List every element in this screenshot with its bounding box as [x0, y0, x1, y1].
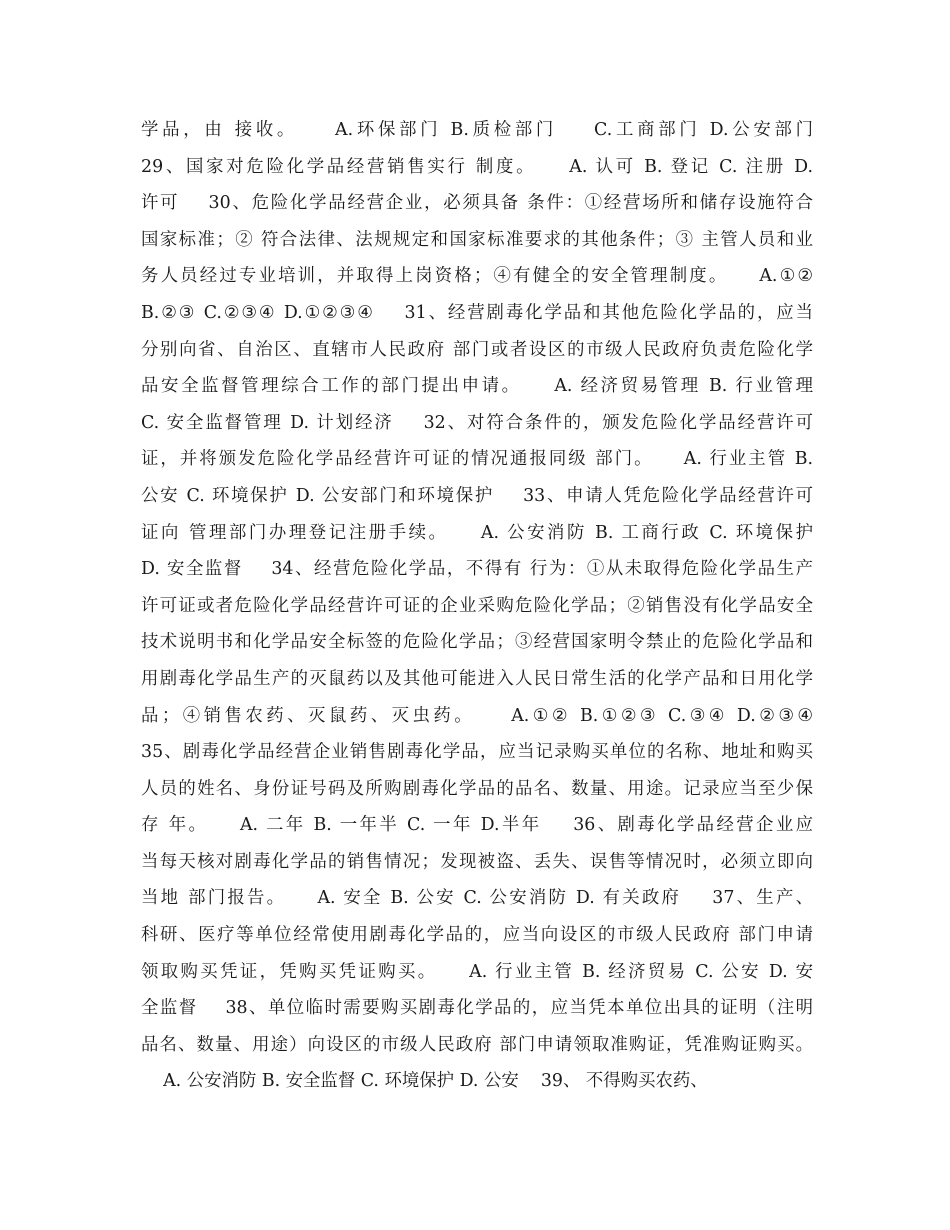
text-line: 证向 管理部门办理登记注册手续。 A. 公安消防 B. 工商行政 C. 环境保护 — [141, 522, 813, 543]
text-line: 存 年。 A. 二年 B. 一年半 C. 一年 D.半年 36、剧毒化学品经营企业应 — [141, 815, 813, 836]
text-line: C. 安全监督管理 D. 计划经济 32、对符合条件的，颁发危险化学品经营许可 — [141, 412, 813, 433]
text-line: 技术说明书和化学品安全标签的危险化学品；③经营国家明令禁止的危险化学品和 — [141, 632, 813, 653]
document-body — [141, 117, 813, 1105]
text-line: 用剧毒化学品生产的灭鼠药以及其他可能进入人民日常生活的化学产品和日用化学 — [141, 668, 813, 689]
text-line: B.②③ C.②③④ D.①②③④ 31、经营剧毒化学品和其他危险化学品的，应当 — [141, 302, 813, 323]
text-line: 品名、数量、用途）向设区的市级人民政府 部门申请领取准购证，凭准购证购买。 — [141, 1034, 813, 1055]
text-line: 人员的姓名、身份证号码及所购剧毒化学品的品名、数量、用途。记录应当至少保 — [141, 778, 813, 799]
text-line: 当地 部门报告。 A. 安全 B. 公安 C. 公安消防 D. 有关政府 37、生产、 — [141, 888, 813, 909]
text-line: 国家标准；② 符合法律、法规规定和国家标准要求的其他条件；③ 主管人员和业 — [141, 229, 813, 250]
text-line: 许可证或者危险化学品经营许可证的企业采购危险化学品；②销售没有化学品安全 — [141, 595, 813, 616]
text-line: 当每天核对剧毒化学品的销售情况；发现被盗、丢失、误售等情况时，必须立即向 — [141, 851, 813, 872]
text-line: 务人员经过专业培训，并取得上岗资格；④有健全的安全管理制度。 A.①② — [141, 266, 813, 287]
text-line: 科研、医疗等单位经常使用剧毒化学品的，应当向设区的市级人民政府 部门申请 — [141, 925, 813, 946]
text-line: D. 安全监督 34、经营危险化学品，不得有 行为：①从未取得危险化学品生产 — [141, 559, 813, 580]
text-line: 公安 C. 环境保护 D. 公安部门和环境保护 33、申请人凭危险化学品经营许可 — [141, 485, 813, 506]
text-line: 品安全监督管理综合工作的部门提出申请。 A. 经济贸易管理 B. 行业管理 — [141, 376, 813, 397]
text-line: 分别向省、自治区、直辖市人民政府 部门或者设区的市级人民政府负责危险化学 — [141, 339, 813, 360]
text-line: 全监督 38、单位临时需要购买剧毒化学品的，应当凭本单位出具的证明（注明 — [141, 998, 813, 1019]
text-line: A. 公安消防 B. 安全监督 C. 环境保护 D. 公安 39、 不得购买农药、 — [141, 1071, 708, 1092]
text-line: 领取购买凭证，凭购买凭证购买。 A. 行业主管 B. 经济贸易 C. 公安 D. 安 — [141, 961, 813, 982]
text-line: 35、剧毒化学品经营企业销售剧毒化学品，应当记录购买单位的名称、地址和购买 — [141, 742, 813, 763]
text-line: 学品，由 接收。 A.环保部门 B.质检部门 C.工商部门 D.公安部门 — [141, 120, 813, 140]
text-line: 29、国家对危险化学品经营销售实行 制度。 A. 认可 B. 登记 C. 注册 D. — [141, 156, 813, 177]
text-line: 品；④销售农药、灭鼠药、灭虫药。 A.①② B.①②③ C.③④ D.②③④ — [141, 705, 813, 726]
text-line: 证，并将颁发危险化学品经营许可证的情况通报同级 部门。 A. 行业主管 B. — [141, 449, 814, 470]
text-line: 许可 30、危险化学品经营企业，必须具备 条件：①经营场所和储存设施符合 — [141, 193, 813, 214]
